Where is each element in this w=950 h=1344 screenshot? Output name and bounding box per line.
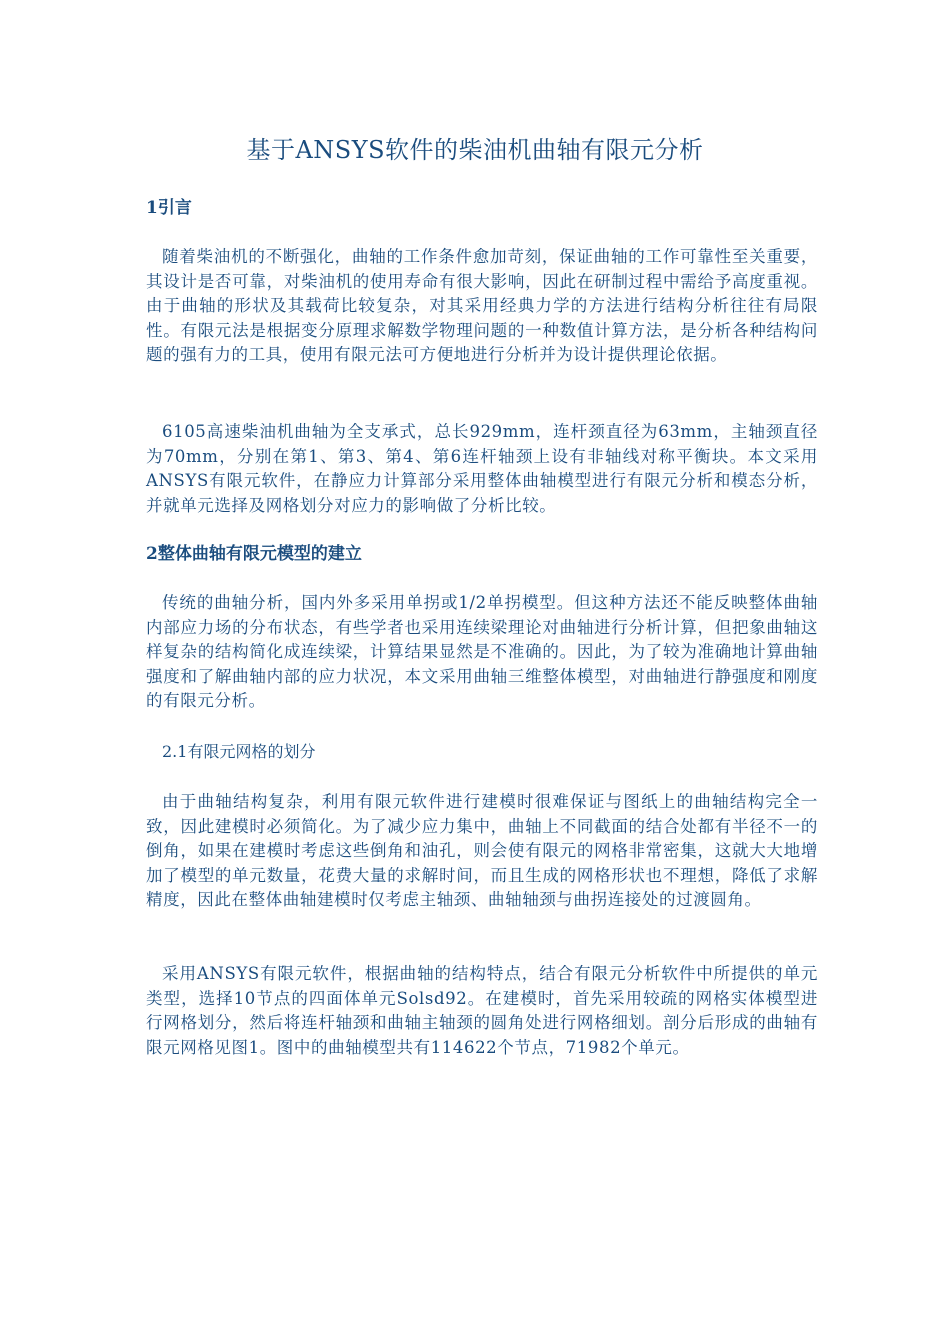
section-1-paragraph-1: 随着柴油机的不断强化，曲轴的工作条件愈加苛刻，保证曲轴的工作可靠性至关重要，其设计是否可靠，对柴油机的使用寿命有很大影响，因此在研制过程中需给予高度重视。由于曲轴的形状及其载荷比较复杂，对其采用经典力学的方法进行结构分析往往有局限性。有限元法是根据变分原理求解数学物理问题的一种数值计算方法，是分析各种结构问题的强有力的工具，使用有限元法可方便地进行分析并为设计提供理论依据。 [146, 247, 818, 365]
section-1-heading: 1引言 [146, 198, 192, 218]
section-1-paragraph-2: 6105高速柴油机曲轴为全支承式，总长929mm，连杆颈直径为63mm，主轴颈直径为70mm，分别在第1、第3、第4、第6连杆轴颈上设有非轴线对称平衡块。本文采用ANSYS有限元软件，在静应力计算部分采用整体曲轴模型进行有限元分析和模态分析，并就单元选择及网格划分对应力的影响做了分析比较。 [146, 422, 818, 515]
subsection-2-1-heading: 2.1有限元网格的划分 [162, 742, 316, 761]
subsection-2-1-paragraph-2: 采用ANSYS有限元软件，根据曲轴的结构特点，结合有限元分析软件中所提供的单元类型，选择10节点的四面体单元Solsd92。在建模时，首先采用较疏的网格实体模型进行网格划分，然后将连杆轴颈和曲轴主轴颈的圆角处进行网格细划。剖分后形成的曲轴有限元网格见图1。图中的曲轴模型共有114622个节点，71982个单元。 [146, 964, 818, 1057]
section-2-paragraph-1: 传统的曲轴分析，国内外多采用单拐或1/2单拐模型。但这种方法还不能反映整体曲轴内部应力场的分布状态，有些学者也采用连续梁理论对曲轴进行分析计算，但把象曲轴这样复杂的结构简化成连续梁，计算结果显然是不准确的。因此，为了较为准确地计算曲轴强度和了解曲轴内部的应力状况，本文采用曲轴三维整体模型，对曲轴进行静强度和刚度的有限元分析。 [146, 593, 818, 711]
document-title: 基于ANSYS软件的柴油机曲轴有限元分析 [246, 136, 704, 164]
section-2-heading: 2整体曲轴有限元模型的建立 [146, 544, 362, 564]
subsection-2-1-paragraph-1: 由于曲轴结构复杂，利用有限元软件进行建模时很难保证与图纸上的曲轴结构完全一致，因此建模时必须简化。为了减少应力集中，曲轴上不同截面的结合处都有半径不一的倒角，如果在建模时考虑这些倒角和油孔，则会使有限元的网格非常密集，这就大大地增加了模型的单元数量，花费大量的求解时间，而且生成的网格形状也不理想，降低了求解精度，因此在整体曲轴建模时仅考虑主轴颈、曲轴轴颈与曲拐连接处的过渡圆角。 [146, 792, 818, 910]
